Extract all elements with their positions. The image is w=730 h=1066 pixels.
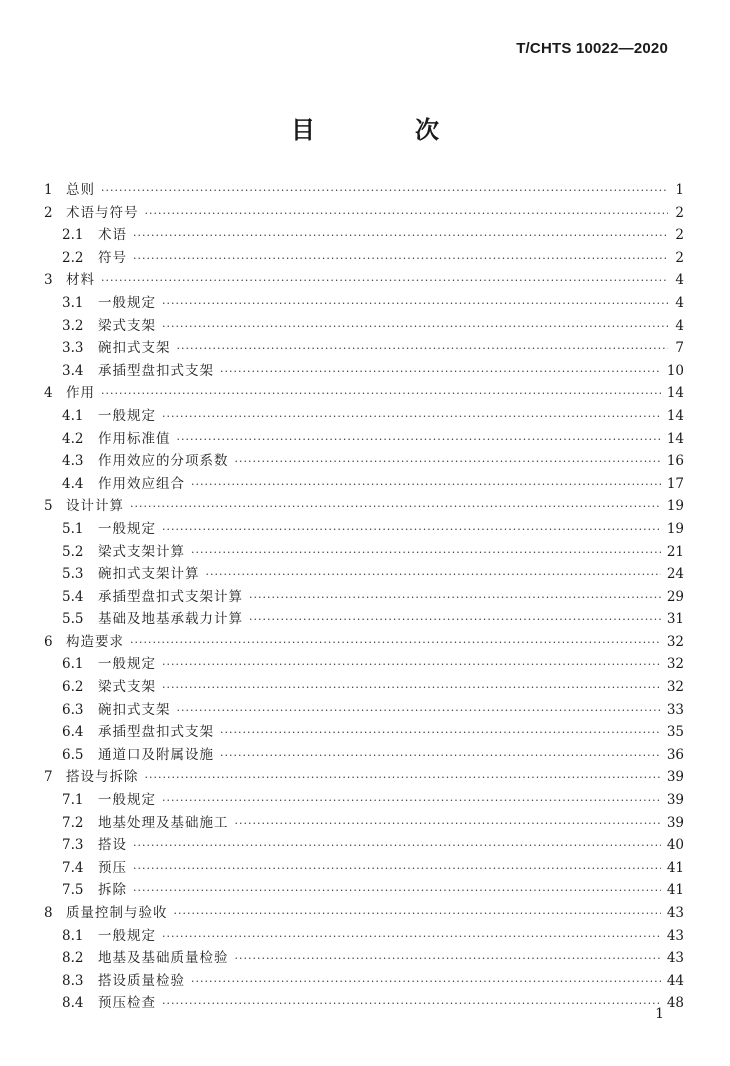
toc-entry-page: 43 bbox=[666, 905, 684, 921]
toc-entry[interactable] bbox=[44, 268, 684, 291]
dot-leader bbox=[162, 997, 661, 1010]
toc-entry[interactable] bbox=[44, 833, 684, 856]
toc-entry-label: 基础及地基承载力计算 bbox=[98, 611, 243, 628]
toc-entry-number: 5.2 bbox=[62, 543, 84, 560]
toc-entry[interactable] bbox=[44, 540, 684, 563]
toc-entry[interactable] bbox=[44, 811, 684, 834]
toc-entry-number: 6.4 bbox=[62, 724, 84, 741]
dot-leader bbox=[206, 568, 661, 581]
toc-entry-page: 32 bbox=[666, 656, 684, 673]
toc-entry-page: 1 bbox=[675, 182, 684, 198]
dot-leader bbox=[220, 365, 661, 378]
toc-entry[interactable] bbox=[44, 562, 684, 585]
toc-entry-number: 2.1 bbox=[62, 227, 84, 244]
toc-entry-label: 术语与符号 bbox=[66, 204, 139, 221]
toc-entry-number: 3 bbox=[44, 272, 53, 289]
dot-leader bbox=[220, 749, 661, 762]
dot-leader bbox=[133, 839, 661, 852]
dot-leader bbox=[177, 433, 661, 446]
toc-entry-label: 材料 bbox=[66, 272, 95, 289]
toc-entry-label: 搭设与拆除 bbox=[66, 769, 139, 786]
toc-entry-page: 48 bbox=[666, 995, 684, 1012]
dot-leader bbox=[162, 794, 661, 807]
toc-entry-number: 2.2 bbox=[62, 249, 84, 266]
page-title: 目 次 bbox=[291, 115, 477, 144]
toc-entry-label: 梁式支架 bbox=[98, 679, 156, 696]
toc-entry-label: 作用 bbox=[66, 385, 95, 402]
toc-entry[interactable] bbox=[44, 585, 684, 608]
toc-entry-page: 43 bbox=[666, 927, 684, 944]
toc-entry-label: 碗扣式支架 bbox=[98, 701, 171, 718]
toc-entry-page: 39 bbox=[666, 792, 684, 809]
toc-entry-number: 8.1 bbox=[62, 927, 84, 944]
toc-entry-page: 10 bbox=[666, 362, 684, 379]
toc-entry-number: 5.5 bbox=[62, 611, 84, 628]
toc-entry[interactable] bbox=[44, 630, 684, 653]
dot-leader bbox=[162, 297, 668, 310]
toc-entry-number: 7.5 bbox=[62, 882, 84, 899]
toc-entry-label: 承插型盘扣式支架计算 bbox=[98, 588, 243, 605]
toc-entry-number: 4.3 bbox=[62, 453, 84, 470]
toc-entry-number: 8.3 bbox=[62, 972, 84, 989]
toc-entry-page: 17 bbox=[666, 475, 684, 492]
toc-entry-number: 3.2 bbox=[62, 317, 84, 334]
dot-leader bbox=[235, 817, 661, 830]
toc-entry[interactable] bbox=[44, 969, 684, 992]
toc-entry-number: 5.3 bbox=[62, 566, 84, 583]
toc-entry[interactable] bbox=[44, 991, 684, 1014]
toc-entry-number: 5.4 bbox=[62, 588, 84, 605]
toc-entry[interactable] bbox=[44, 607, 684, 630]
toc-entry-number: 6.1 bbox=[62, 656, 84, 673]
toc-entry-page: 39 bbox=[666, 814, 684, 831]
toc-entry[interactable] bbox=[44, 427, 684, 450]
toc-entry[interactable] bbox=[44, 517, 684, 540]
toc-entry-page: 44 bbox=[666, 972, 684, 989]
toc-entry-page: 4 bbox=[675, 317, 684, 334]
toc-entry-page: 41 bbox=[666, 882, 684, 899]
toc-entry-label: 构造要求 bbox=[66, 633, 124, 650]
dot-leader bbox=[101, 274, 668, 287]
toc-entry-number: 7.3 bbox=[62, 837, 84, 854]
dot-leader bbox=[133, 252, 668, 265]
toc-entry-number: 4.2 bbox=[62, 430, 84, 447]
toc-entry-label: 碗扣式支架计算 bbox=[98, 566, 200, 583]
toc-entry-label: 质量控制与验收 bbox=[66, 905, 168, 921]
dot-leader bbox=[191, 975, 661, 988]
toc-entry-label: 承插型盘扣式支架 bbox=[98, 362, 214, 379]
toc-entry[interactable] bbox=[44, 698, 684, 721]
toc-entry-number: 8.2 bbox=[62, 950, 84, 967]
toc-entry-label: 一般规定 bbox=[98, 294, 156, 311]
toc-entry-number: 3.1 bbox=[62, 294, 84, 311]
toc-entry[interactable] bbox=[44, 178, 684, 201]
toc-entry-number: 3.4 bbox=[62, 362, 84, 379]
dot-leader bbox=[162, 320, 668, 333]
toc-entry-number: 6 bbox=[44, 633, 53, 650]
toc-entry-page: 24 bbox=[666, 566, 684, 583]
table-of-contents bbox=[44, 178, 684, 1014]
toc-entry[interactable] bbox=[44, 856, 684, 879]
toc-entry[interactable] bbox=[44, 201, 684, 224]
page-number: 1 bbox=[655, 1006, 664, 1022]
toc-entry-number: 7 bbox=[44, 769, 53, 786]
toc-entry[interactable] bbox=[44, 381, 684, 404]
dot-leader bbox=[177, 342, 669, 355]
dot-leader bbox=[162, 658, 661, 671]
toc-entry-number: 4.1 bbox=[62, 407, 84, 424]
toc-entry-page: 2 bbox=[675, 249, 684, 266]
toc-entry-label: 一般规定 bbox=[98, 520, 156, 537]
toc-entry-number: 2 bbox=[44, 204, 53, 221]
toc-entry-page: 4 bbox=[675, 294, 684, 311]
toc-entry-number: 8 bbox=[44, 905, 53, 921]
toc-entry[interactable] bbox=[44, 246, 684, 269]
toc-entry-label: 承插型盘扣式支架 bbox=[98, 724, 214, 741]
dot-leader bbox=[133, 884, 661, 897]
dot-leader bbox=[101, 387, 661, 400]
toc-entry-number: 4.4 bbox=[62, 475, 84, 492]
toc-entry-label: 梁式支架 bbox=[98, 317, 156, 334]
toc-entry-number: 5.1 bbox=[62, 520, 84, 537]
dot-leader bbox=[133, 862, 661, 875]
dot-leader bbox=[220, 726, 661, 739]
toc-entry-page: 16 bbox=[666, 453, 684, 470]
toc-entry-label: 搭设 bbox=[98, 837, 127, 854]
toc-entry-page: 19 bbox=[666, 520, 684, 537]
dot-leader bbox=[133, 229, 668, 242]
toc-entry[interactable] bbox=[44, 449, 684, 472]
toc-entry-label: 术语 bbox=[98, 227, 127, 244]
toc-entry[interactable] bbox=[44, 788, 684, 811]
dot-leader bbox=[249, 591, 661, 604]
toc-entry-page: 41 bbox=[666, 859, 684, 876]
toc-entry-label: 地基及基础质量检验 bbox=[98, 950, 229, 967]
standard-code: T/CHTS 10022—2020 bbox=[516, 40, 668, 57]
toc-entry-page: 39 bbox=[666, 769, 684, 786]
toc-entry-number: 7.1 bbox=[62, 792, 84, 809]
toc-entry-page: 19 bbox=[666, 498, 684, 515]
toc-entry-number: 6.3 bbox=[62, 701, 84, 718]
toc-entry[interactable] bbox=[44, 743, 684, 766]
dot-leader bbox=[174, 907, 661, 920]
toc-entry-number: 6.5 bbox=[62, 746, 84, 763]
toc-entry-page: 43 bbox=[666, 950, 684, 967]
dot-leader bbox=[162, 681, 661, 694]
toc-entry[interactable] bbox=[44, 291, 684, 314]
toc-entry-label: 一般规定 bbox=[98, 656, 156, 673]
toc-entry[interactable] bbox=[44, 946, 684, 969]
toc-entry[interactable] bbox=[44, 494, 684, 517]
toc-entry-page: 14 bbox=[666, 430, 684, 447]
toc-entry-label: 一般规定 bbox=[98, 407, 156, 424]
toc-entry-label: 符号 bbox=[98, 249, 127, 266]
dot-leader bbox=[101, 184, 668, 197]
toc-entry-page: 14 bbox=[666, 407, 684, 424]
dot-leader bbox=[235, 455, 661, 468]
toc-entry-page: 4 bbox=[675, 272, 684, 289]
toc-entry[interactable] bbox=[44, 472, 684, 495]
toc-entry-label: 作用标准值 bbox=[98, 430, 171, 447]
toc-entry[interactable] bbox=[44, 878, 684, 901]
toc-entry-label: 碗扣式支架 bbox=[98, 340, 171, 357]
dot-leader bbox=[145, 207, 669, 220]
toc-entry-label: 一般规定 bbox=[98, 792, 156, 809]
toc-entry-page: 33 bbox=[666, 701, 684, 718]
toc-entry-page: 40 bbox=[666, 837, 684, 854]
toc-entry-page: 35 bbox=[666, 724, 684, 741]
toc-entry-number: 7.2 bbox=[62, 814, 84, 831]
toc-entry[interactable] bbox=[44, 675, 684, 698]
toc-entry[interactable] bbox=[44, 404, 684, 427]
toc-entry-number: 8.4 bbox=[62, 995, 84, 1012]
dot-leader bbox=[145, 771, 661, 784]
toc-entry[interactable] bbox=[44, 924, 684, 947]
toc-entry[interactable] bbox=[44, 652, 684, 675]
dot-leader bbox=[130, 500, 661, 513]
toc-entry-page: 36 bbox=[666, 746, 684, 763]
toc-entry-label: 预压检查 bbox=[98, 995, 156, 1012]
toc-entry-label: 搭设质量检验 bbox=[98, 972, 185, 989]
toc-entry-label: 作用效应组合 bbox=[98, 475, 185, 492]
toc-entry-page: 31 bbox=[666, 611, 684, 628]
toc-entry-label: 总则 bbox=[66, 182, 95, 198]
toc-entry[interactable] bbox=[44, 314, 684, 337]
toc-entry-number: 7.4 bbox=[62, 859, 84, 876]
toc-entry-label: 一般规定 bbox=[98, 927, 156, 944]
toc-entry[interactable] bbox=[44, 336, 684, 359]
dot-leader bbox=[191, 546, 661, 559]
toc-entry-number: 5 bbox=[44, 498, 53, 515]
toc-entry-number: 3.3 bbox=[62, 340, 84, 357]
dot-leader bbox=[249, 613, 661, 626]
dot-leader bbox=[162, 410, 661, 423]
dot-leader bbox=[162, 930, 661, 943]
toc-entry-label: 地基处理及基础施工 bbox=[98, 814, 229, 831]
toc-entry-label: 作用效应的分项系数 bbox=[98, 453, 229, 470]
toc-entry[interactable] bbox=[44, 765, 684, 788]
dot-leader bbox=[191, 478, 661, 491]
toc-entry-number: 1 bbox=[44, 182, 53, 198]
toc-entry-number: 4 bbox=[44, 385, 53, 402]
toc-entry-number: 6.2 bbox=[62, 679, 84, 696]
toc-entry-label: 通道口及附属设施 bbox=[98, 746, 214, 763]
toc-entry-page: 32 bbox=[666, 633, 684, 650]
toc-entry[interactable] bbox=[44, 359, 684, 382]
toc-entry[interactable] bbox=[44, 223, 684, 246]
toc-entry-label: 拆除 bbox=[98, 882, 127, 899]
toc-entry-page: 21 bbox=[666, 543, 684, 560]
toc-entry-label: 预压 bbox=[98, 859, 127, 876]
toc-entry-page: 29 bbox=[666, 588, 684, 605]
toc-entry-label: 设计计算 bbox=[66, 498, 124, 515]
dot-leader bbox=[130, 636, 661, 649]
dot-leader bbox=[162, 523, 661, 536]
dot-leader bbox=[177, 704, 661, 717]
toc-entry-page: 7 bbox=[675, 340, 684, 357]
toc-entry[interactable] bbox=[44, 720, 684, 743]
toc-entry[interactable] bbox=[44, 901, 684, 924]
toc-entry-page: 2 bbox=[675, 204, 684, 221]
dot-leader bbox=[235, 952, 661, 965]
toc-entry-page: 32 bbox=[666, 679, 684, 696]
toc-entry-page: 14 bbox=[666, 385, 684, 402]
toc-entry-label: 梁式支架计算 bbox=[98, 543, 185, 560]
toc-entry-page: 2 bbox=[675, 227, 684, 244]
